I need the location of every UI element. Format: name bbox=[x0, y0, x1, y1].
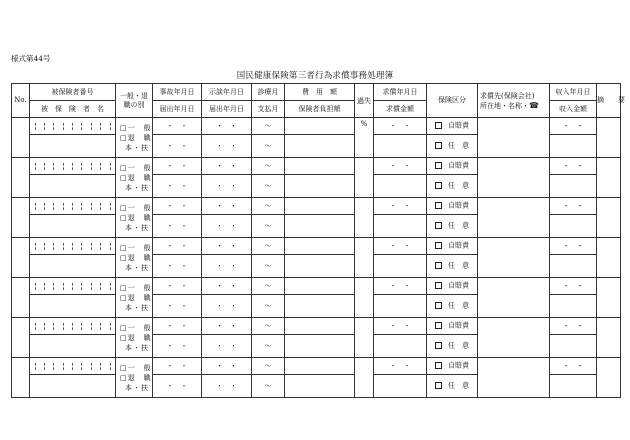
checkbox-icon bbox=[435, 182, 442, 189]
expense-cell[interactable] bbox=[285, 278, 355, 295]
remarks-cell[interactable] bbox=[597, 318, 621, 358]
fault-ratio-cell[interactable] bbox=[355, 238, 374, 278]
insured-number-boxes bbox=[35, 123, 111, 130]
report-date-cell[interactable]: ・ ・ bbox=[153, 175, 202, 198]
income-date-cell[interactable]: ・ ・ bbox=[550, 198, 597, 215]
payment-month-cell[interactable]: 〜 bbox=[252, 175, 285, 198]
settlement-date-cell[interactable]: ・ ・ bbox=[202, 118, 252, 135]
category-general: □一 般 bbox=[120, 283, 152, 292]
report-date-cell[interactable]: ・ ・ bbox=[153, 255, 202, 278]
claim-date-cell[interactable]: ・ ・ bbox=[374, 358, 427, 375]
settlement-report-date-cell[interactable]: ・ ・ bbox=[202, 295, 252, 318]
insured-number-boxes bbox=[35, 243, 111, 250]
category-main-dependent: 本・扶 bbox=[125, 303, 149, 312]
checkbox-icon bbox=[435, 202, 442, 209]
header-accident-date: 事故年月日 bbox=[153, 84, 202, 101]
treatment-period-cell[interactable]: 〜 bbox=[252, 278, 285, 295]
income-amount-cell[interactable] bbox=[550, 295, 597, 318]
checkbox-icon bbox=[435, 342, 442, 349]
insured-number-boxes bbox=[35, 163, 111, 170]
category-retired: □退 職 bbox=[120, 373, 152, 382]
checkbox-icon bbox=[435, 282, 442, 289]
checkbox-icon bbox=[435, 302, 442, 309]
voluntary-label: 任 意 bbox=[448, 381, 469, 390]
category-cell[interactable] bbox=[116, 358, 153, 398]
insured-number-cell[interactable] bbox=[30, 118, 116, 135]
header-claim-amount: 求償金額 bbox=[374, 101, 427, 118]
settlement-date-cell[interactable]: ・ ・ bbox=[202, 358, 252, 375]
header-expense: 費 用 額 bbox=[285, 84, 355, 101]
income-amount-cell[interactable] bbox=[550, 375, 597, 398]
payment-month-cell[interactable]: 〜 bbox=[252, 215, 285, 238]
insurance-voluntary-option[interactable] bbox=[427, 295, 478, 318]
claim-target-cell[interactable] bbox=[478, 278, 550, 318]
category-cell[interactable] bbox=[116, 158, 153, 198]
accident-date-cell[interactable]: ・ ・ bbox=[153, 198, 202, 215]
insurance-voluntary-option[interactable] bbox=[427, 255, 478, 278]
payment-month-cell[interactable]: 〜 bbox=[252, 135, 285, 158]
category-general: □一 般 bbox=[120, 243, 152, 252]
claim-target-cell[interactable] bbox=[478, 358, 550, 398]
settlement-date-cell[interactable]: ・ ・ bbox=[202, 238, 252, 255]
insured-number-cell[interactable] bbox=[30, 238, 116, 255]
insured-name-cell[interactable] bbox=[30, 215, 116, 238]
fault-ratio-cell[interactable] bbox=[355, 358, 374, 398]
expense-cell[interactable] bbox=[285, 118, 355, 135]
category-general: □一 般 bbox=[120, 123, 152, 132]
fault-ratio-cell[interactable] bbox=[355, 318, 374, 358]
category-retired: □退 職 bbox=[120, 333, 152, 342]
insured-number-boxes bbox=[35, 203, 111, 210]
category-retired: □退 職 bbox=[120, 173, 152, 182]
row-no-cell[interactable] bbox=[12, 278, 30, 318]
income-date-cell[interactable]: ・ ・ bbox=[550, 238, 597, 255]
category-main-dependent: 本・扶 bbox=[125, 263, 149, 272]
header-fault-ratio: 過失 bbox=[355, 84, 374, 118]
insurer-share-cell[interactable] bbox=[285, 335, 355, 358]
settlement-report-date-cell[interactable]: ・ ・ bbox=[202, 215, 252, 238]
category-retired: □退 職 bbox=[120, 133, 152, 142]
claim-date-cell[interactable]: ・ ・ bbox=[374, 238, 427, 255]
checkbox-icon bbox=[435, 362, 442, 369]
expense-cell[interactable] bbox=[285, 238, 355, 255]
claim-amount-cell[interactable] bbox=[374, 215, 427, 238]
settlement-report-date-cell[interactable]: ・ ・ bbox=[202, 255, 252, 278]
settlement-report-date-cell[interactable]: ・ ・ bbox=[202, 135, 252, 158]
header-insurer-share: 保険者負担額 bbox=[285, 101, 355, 118]
insurance-liability-option[interactable] bbox=[427, 358, 478, 375]
liability-label: 自賠責 bbox=[448, 321, 469, 330]
checkbox-icon bbox=[435, 162, 442, 169]
claim-date-cell[interactable]: ・ ・ bbox=[374, 118, 427, 135]
header-income-amount: 収入金額 bbox=[550, 101, 597, 118]
category-cell[interactable] bbox=[116, 198, 153, 238]
ledger-table bbox=[11, 83, 625, 398]
category-main-dependent: 本・扶 bbox=[125, 343, 149, 352]
row-no-cell[interactable] bbox=[12, 198, 30, 238]
accident-date-cell[interactable]: ・ ・ bbox=[153, 238, 202, 255]
remarks-cell[interactable] bbox=[597, 278, 621, 318]
header-no: No. bbox=[12, 84, 30, 118]
insured-name-cell[interactable] bbox=[30, 375, 116, 398]
claim-amount-cell[interactable] bbox=[374, 135, 427, 158]
fault-ratio-cell[interactable] bbox=[355, 198, 374, 238]
claim-amount-cell[interactable] bbox=[374, 375, 427, 398]
expense-cell[interactable] bbox=[285, 158, 355, 175]
record-row bbox=[12, 118, 621, 135]
fault-ratio-cell[interactable] bbox=[355, 158, 374, 198]
accident-date-cell[interactable]: ・ ・ bbox=[153, 278, 202, 295]
category-retired: □退 職 bbox=[120, 253, 152, 262]
insurance-liability-option[interactable] bbox=[427, 158, 478, 175]
insurance-voluntary-option[interactable] bbox=[427, 375, 478, 398]
remarks-cell[interactable] bbox=[597, 198, 621, 238]
payment-month-cell[interactable]: 〜 bbox=[252, 255, 285, 278]
header-remarks: 摘 要 bbox=[597, 84, 621, 118]
report-date-cell[interactable]: ・ ・ bbox=[153, 375, 202, 398]
report-date-cell[interactable]: ・ ・ bbox=[153, 135, 202, 158]
accident-date-cell[interactable]: ・ ・ bbox=[153, 118, 202, 135]
payment-month-cell[interactable]: 〜 bbox=[252, 335, 285, 358]
remarks-cell[interactable] bbox=[597, 238, 621, 278]
remarks-cell[interactable] bbox=[597, 118, 621, 158]
checkbox-icon bbox=[435, 262, 442, 269]
category-main-dependent: 本・扶 bbox=[125, 183, 149, 192]
record-row bbox=[12, 158, 621, 175]
treatment-period-cell[interactable]: 〜 bbox=[252, 358, 285, 375]
header-insured-name: 被 保 険 者 名 bbox=[30, 101, 116, 118]
checkbox-icon bbox=[435, 142, 442, 149]
insurance-voluntary-option[interactable] bbox=[427, 335, 478, 358]
insurance-liability-option[interactable] bbox=[427, 198, 478, 215]
report-date-cell[interactable]: ・ ・ bbox=[153, 335, 202, 358]
voluntary-label: 任 意 bbox=[448, 301, 469, 310]
record-row bbox=[12, 358, 621, 375]
income-amount-cell[interactable] bbox=[550, 215, 597, 238]
row-no-cell[interactable] bbox=[12, 118, 30, 158]
accident-date-cell[interactable]: ・ ・ bbox=[153, 358, 202, 375]
percent-label: % bbox=[360, 120, 368, 128]
category-cell[interactable] bbox=[116, 238, 153, 278]
header-settlement-report-date: 届出年月日 bbox=[202, 101, 252, 118]
treatment-period-cell[interactable]: 〜 bbox=[252, 118, 285, 135]
row-no-cell[interactable] bbox=[12, 318, 30, 358]
expense-cell[interactable] bbox=[285, 358, 355, 375]
claim-amount-cell[interactable] bbox=[374, 175, 427, 198]
insurer-share-cell[interactable] bbox=[285, 135, 355, 158]
claim-date-cell[interactable]: ・ ・ bbox=[374, 198, 427, 215]
insured-number-boxes bbox=[35, 363, 111, 370]
voluntary-label: 任 意 bbox=[448, 261, 469, 270]
expense-cell[interactable] bbox=[285, 318, 355, 335]
insurance-voluntary-option[interactable] bbox=[427, 135, 478, 158]
category-main-dependent: 本・扶 bbox=[125, 223, 149, 232]
row-no-cell[interactable] bbox=[12, 358, 30, 398]
category-retired: □退 職 bbox=[120, 213, 152, 222]
treatment-period-cell[interactable]: 〜 bbox=[252, 158, 285, 175]
insured-number-cell[interactable] bbox=[30, 198, 116, 215]
insurance-liability-option[interactable] bbox=[427, 238, 478, 255]
claim-amount-cell[interactable] bbox=[374, 295, 427, 318]
liability-label: 自賠責 bbox=[448, 361, 469, 370]
liability-label: 自賠責 bbox=[448, 161, 469, 170]
category-cell[interactable] bbox=[116, 278, 153, 318]
report-date-cell[interactable]: ・ ・ bbox=[153, 215, 202, 238]
checkbox-icon bbox=[435, 242, 442, 249]
income-amount-cell[interactable] bbox=[550, 175, 597, 198]
insured-number-cell[interactable] bbox=[30, 278, 116, 295]
header-settlement-date: 示談年月日 bbox=[202, 84, 252, 101]
claim-target-cell[interactable] bbox=[478, 118, 550, 158]
document-title: 国民健康保険第三者行為求償事務処理簿 bbox=[236, 71, 394, 81]
treatment-period-cell[interactable]: 〜 bbox=[252, 238, 285, 255]
record-row bbox=[12, 278, 621, 295]
form-number: 様式第44号 bbox=[11, 54, 51, 63]
header-category: 一般・退職の別 bbox=[116, 84, 153, 118]
liability-label: 自賠責 bbox=[448, 201, 469, 210]
claim-amount-cell[interactable] bbox=[374, 255, 427, 278]
voluntary-label: 任 意 bbox=[448, 221, 469, 230]
checkbox-icon bbox=[435, 222, 442, 229]
row-no-cell[interactable] bbox=[12, 158, 30, 198]
liability-label: 自賠責 bbox=[448, 241, 469, 250]
insurance-liability-option[interactable] bbox=[427, 118, 478, 135]
settlement-report-date-cell[interactable]: ・ ・ bbox=[202, 175, 252, 198]
insured-number-cell[interactable] bbox=[30, 158, 116, 175]
claim-target-cell[interactable] bbox=[478, 238, 550, 278]
remarks-cell[interactable] bbox=[597, 358, 621, 398]
claim-date-cell[interactable]: ・ ・ bbox=[374, 158, 427, 175]
liability-label: 自賠責 bbox=[448, 281, 469, 290]
category-main-dependent: 本・扶 bbox=[125, 143, 149, 152]
insurance-liability-option[interactable] bbox=[427, 318, 478, 335]
settlement-report-date-cell[interactable]: ・ ・ bbox=[202, 375, 252, 398]
insurer-share-cell[interactable] bbox=[285, 215, 355, 238]
insurer-share-cell[interactable] bbox=[285, 255, 355, 278]
settlement-date-cell[interactable]: ・ ・ bbox=[202, 278, 252, 295]
income-amount-cell[interactable] bbox=[550, 135, 597, 158]
income-amount-cell[interactable] bbox=[550, 335, 597, 358]
category-general: □一 般 bbox=[120, 163, 152, 172]
voluntary-label: 任 意 bbox=[448, 181, 469, 190]
insurance-voluntary-option[interactable] bbox=[427, 215, 478, 238]
claim-target-cell[interactable] bbox=[478, 158, 550, 198]
settlement-date-cell[interactable]: ・ ・ bbox=[202, 318, 252, 335]
settlement-date-cell[interactable]: ・ ・ bbox=[202, 158, 252, 175]
income-date-cell[interactable]: ・ ・ bbox=[550, 158, 597, 175]
income-date-cell[interactable]: ・ ・ bbox=[550, 118, 597, 135]
row-no-cell[interactable] bbox=[12, 238, 30, 278]
category-general: □一 般 bbox=[120, 203, 152, 212]
expense-cell[interactable] bbox=[285, 198, 355, 215]
claim-date-cell[interactable]: ・ ・ bbox=[374, 318, 427, 335]
accident-date-cell[interactable]: ・ ・ bbox=[153, 318, 202, 335]
header-claim-date: 求償年月日 bbox=[374, 84, 427, 101]
claim-target-cell[interactable] bbox=[478, 198, 550, 238]
report-date-cell[interactable]: ・ ・ bbox=[153, 295, 202, 318]
record-row bbox=[12, 318, 621, 335]
claim-amount-cell[interactable] bbox=[374, 335, 427, 358]
header-claim-target-sub: 所在地・名称・ bbox=[480, 101, 529, 110]
header-treatment-period: 診療月 bbox=[252, 84, 285, 101]
claim-date-cell[interactable]: ・ ・ bbox=[374, 278, 427, 295]
header-income-date: 収入年月日 bbox=[550, 84, 597, 101]
insurer-share-cell[interactable] bbox=[285, 295, 355, 318]
insured-number-cell[interactable] bbox=[30, 358, 116, 375]
treatment-period-cell[interactable]: 〜 bbox=[252, 198, 285, 215]
fault-ratio-cell[interactable] bbox=[355, 118, 374, 158]
income-amount-cell[interactable] bbox=[550, 255, 597, 278]
insured-number-boxes bbox=[35, 283, 111, 290]
insurance-voluntary-option[interactable] bbox=[427, 175, 478, 198]
insured-name-cell[interactable] bbox=[30, 295, 116, 318]
checkbox-icon bbox=[435, 322, 442, 329]
settlement-report-date-cell[interactable]: ・ ・ bbox=[202, 335, 252, 358]
voluntary-label: 任 意 bbox=[448, 141, 469, 150]
header-report-date: 届出年月日 bbox=[153, 101, 202, 118]
insured-number-boxes bbox=[35, 323, 111, 330]
insurer-share-cell[interactable] bbox=[285, 375, 355, 398]
insured-name-cell[interactable] bbox=[30, 255, 116, 278]
category-retired: □退 職 bbox=[120, 293, 152, 302]
income-date-cell[interactable]: ・ ・ bbox=[550, 358, 597, 375]
accident-date-cell[interactable]: ・ ・ bbox=[153, 158, 202, 175]
insured-number-cell[interactable] bbox=[30, 318, 116, 335]
voluntary-label: 任 意 bbox=[448, 341, 469, 350]
claim-target-cell[interactable] bbox=[478, 318, 550, 358]
payment-month-cell[interactable]: 〜 bbox=[252, 375, 285, 398]
category-main-dependent: 本・扶 bbox=[125, 383, 149, 392]
insured-name-cell[interactable] bbox=[30, 175, 116, 198]
checkbox-icon bbox=[435, 382, 442, 389]
header-payment-month: 支払月 bbox=[252, 101, 285, 118]
header-claim-target: 求償先(保険会社) bbox=[480, 91, 535, 100]
insured-name-cell[interactable] bbox=[30, 335, 116, 358]
header-insurance-type: 保険区分 bbox=[427, 84, 478, 118]
insured-name-cell[interactable] bbox=[30, 135, 116, 158]
header-insured-number: 被保険者番号 bbox=[30, 84, 116, 101]
liability-label: 自賠責 bbox=[448, 121, 469, 130]
category-cell[interactable] bbox=[116, 118, 153, 158]
telephone-icon: ☎ bbox=[529, 100, 539, 110]
remarks-cell[interactable] bbox=[597, 158, 621, 198]
record-row bbox=[12, 198, 621, 215]
insurance-liability-option[interactable] bbox=[427, 278, 478, 295]
settlement-date-cell[interactable]: ・ ・ bbox=[202, 198, 252, 215]
treatment-period-cell[interactable]: 〜 bbox=[252, 318, 285, 335]
checkbox-icon bbox=[435, 122, 442, 129]
payment-month-cell[interactable]: 〜 bbox=[252, 295, 285, 318]
category-general: □一 般 bbox=[120, 323, 152, 332]
record-row bbox=[12, 238, 621, 255]
category-general: □一 般 bbox=[120, 363, 152, 372]
insurer-share-cell[interactable] bbox=[285, 175, 355, 198]
income-date-cell[interactable]: ・ ・ bbox=[550, 318, 597, 335]
category-cell[interactable] bbox=[116, 318, 153, 358]
fault-ratio-cell[interactable] bbox=[355, 278, 374, 318]
income-date-cell[interactable]: ・ ・ bbox=[550, 278, 597, 295]
